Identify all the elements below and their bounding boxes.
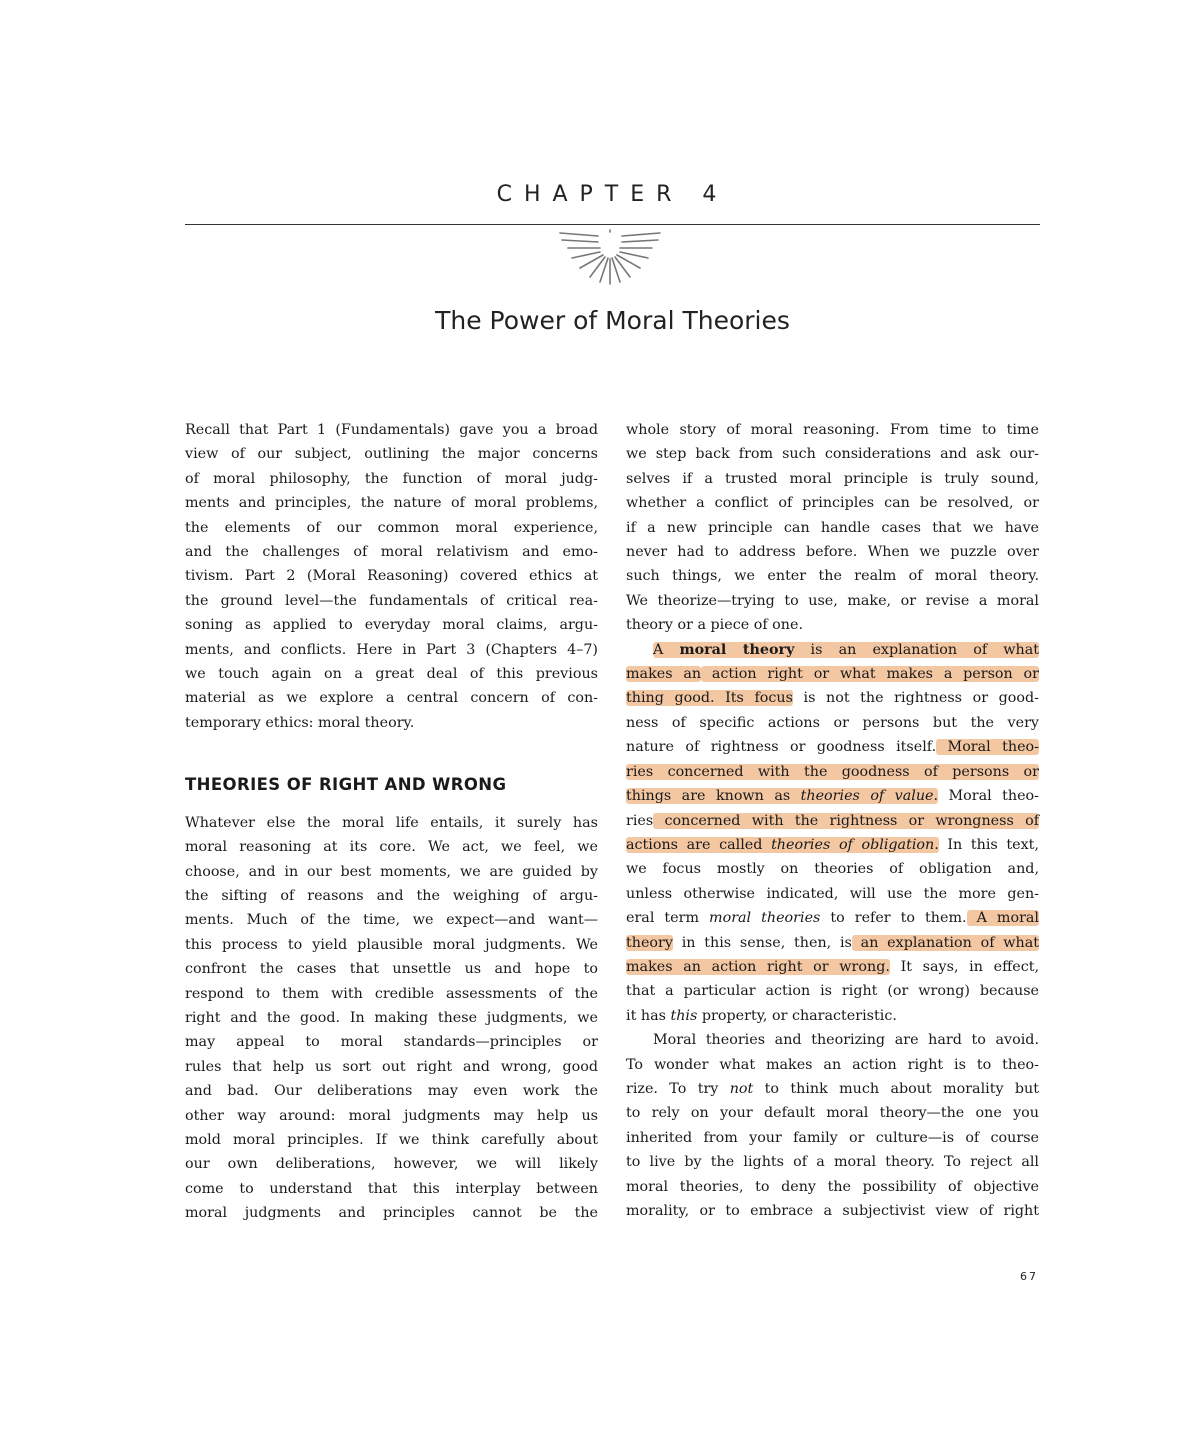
- text-line: confront the cases that unsettle us and hope to: [185, 961, 598, 978]
- term-moral-theories: moral theories: [709, 910, 821, 927]
- continued-paragraph: [626, 418, 1039, 638]
- text-line: things are known as theories of value. Moral theo-: [626, 788, 1039, 805]
- text-line: we focus mostly on theories of obligation and,: [626, 861, 1039, 878]
- text-line: To wonder what makes an action right is to theo-: [626, 1056, 1039, 1073]
- text-line: mold moral principles. If we think carefully about: [185, 1131, 598, 1148]
- highlight: A moral: [966, 910, 1040, 927]
- text-line: [626, 662, 1039, 686]
- text-line: Whatever else the moral life entails, it surely has: [185, 814, 598, 831]
- highlight: things are known as theories of value.: [626, 788, 939, 805]
- term-moral-theory: moral theory: [679, 641, 795, 658]
- term-this: this: [670, 1007, 698, 1024]
- text-line: Recall that Part 1 (Fundamentals) gave you a broad: [185, 422, 598, 438]
- highlight: action right or what makes a person or: [701, 666, 1039, 683]
- term-theories-of-obligation: theories of obligation: [771, 836, 935, 853]
- text-line: moral judgments and principles cannot be the: [185, 1205, 598, 1222]
- chapter-title: The Power of Moral Theories: [435, 306, 790, 335]
- definition-paragraph: [626, 638, 1039, 1029]
- text-line: rize. To try not to think much about morality but: [626, 1080, 1039, 1097]
- text-line: selves if a trusted moral principle is truly sound,: [626, 470, 1039, 487]
- highlight: actions are called theories of obligation.: [626, 836, 939, 853]
- text-line: if a new principle can handle cases that we have: [626, 519, 1039, 536]
- text-line: inherited from your family or culture—is of course: [626, 1129, 1039, 1146]
- chapter-rule: [185, 224, 1040, 225]
- text-line: unless otherwise indicated, will use the more gen-: [626, 885, 1039, 902]
- text-line: tivism. Part 2 (Moral Reasoning) covered ethics at: [185, 568, 598, 585]
- text-line: respond to them with credible assessments of the: [185, 985, 598, 1002]
- text-line: We theorize—trying to use, make, or revise a moral: [626, 592, 1039, 609]
- text-line: and the challenges of moral relativism and emo-: [185, 544, 598, 561]
- section-paragraph: [185, 811, 598, 1226]
- term-not: not: [729, 1080, 754, 1097]
- highlight: makes an action right or wrong.: [626, 958, 890, 975]
- text-line: never had to address before. When we puzzle over: [626, 544, 1039, 561]
- highlight: A moral theory is an explanation of what: [653, 641, 1039, 658]
- text-line: [626, 638, 1039, 662]
- text-line: makes an action right or wrong. It says, in effect,: [626, 958, 1040, 975]
- text-line: other way around: moral judgments may help us: [185, 1107, 598, 1124]
- text-line: moral reasoning at its core. We act, we feel, we: [185, 839, 598, 856]
- text-line: we step back from such considerations and ask our-: [626, 446, 1039, 463]
- text-line: theory or a piece of one.: [626, 617, 803, 634]
- term-theories-of-value: theories of value: [800, 788, 934, 805]
- text-line: it has this property, or characteristic.: [626, 1007, 897, 1024]
- text-line: to live by the lights of a moral theory. To reject all: [626, 1154, 1039, 1171]
- text-line: thing good. Its focus is not the rightness or good-: [626, 690, 1039, 707]
- right-column: [626, 418, 1039, 1223]
- theorizing-paragraph: [626, 1028, 1039, 1223]
- text-line: ments, and conflicts. Here in Part 3 (Chapters 4–7): [185, 641, 598, 658]
- highlight: concerned with the rightness or wrongness of: [653, 812, 1039, 829]
- highlight: thing good. Its focus: [626, 690, 793, 707]
- text-line: material as we explore a central concern of con-: [185, 690, 598, 707]
- text-line: such things, we enter the realm of moral theory.: [626, 568, 1039, 585]
- highlight: an explanation of what: [851, 934, 1039, 951]
- text-line: and bad. Our deliberations may even work the: [185, 1083, 598, 1100]
- text-line: this process to yield plausible moral judgments. We: [185, 936, 598, 953]
- text-line: temporary ethics: moral theory.: [185, 714, 415, 731]
- text-line: Moral theories and theorizing are hard to avoid.: [653, 1032, 1039, 1049]
- text-line: of moral philosophy, the function of moral judg-: [185, 470, 598, 487]
- text-line: come to understand that this interplay between: [185, 1180, 598, 1197]
- text-line: ness of specific actions or persons but the very: [626, 714, 1039, 731]
- text-line: [626, 760, 1039, 784]
- text-line: the elements of our common moral experience,: [185, 519, 598, 536]
- text-line: may appeal to moral standards—principles or: [185, 1034, 598, 1051]
- text-line: the sifting of reasons and the weighing of argu-: [185, 887, 598, 904]
- text-line: to rely on your default moral theory—the one you: [626, 1105, 1039, 1122]
- text-line: choose, and in our best moments, we are guided by: [185, 863, 598, 880]
- highlight: theory: [626, 934, 673, 951]
- text-line: moral theories, to deny the possibility of objective: [626, 1178, 1039, 1195]
- text-line: ries concerned with the rightness or wrongness of: [626, 812, 1039, 829]
- text-line: eral term moral theories to refer to them. A moral: [626, 910, 1040, 927]
- text-line: ments. Much of the time, we expect—and want—: [185, 912, 598, 929]
- text-line: the ground level—the fundamentals of critical rea-: [185, 592, 598, 609]
- text-line: our own deliberations, however, we will likely: [185, 1156, 598, 1173]
- text-line: view of our subject, outlining the major concerns: [185, 446, 598, 463]
- text-line: soning as applied to everyday moral claims, argu-: [185, 617, 598, 634]
- text-line: ments and principles, the nature of moral problems,: [185, 495, 598, 512]
- text-line: that a particular action is right (or wrong) because: [626, 983, 1039, 1000]
- text-line: morality, or to embrace a subjectivist view of right: [626, 1203, 1039, 1219]
- sunburst-ornament-icon: [550, 226, 670, 286]
- highlight: makes an: [626, 666, 702, 683]
- highlight: ries concerned with the goodness of persons or: [626, 763, 1039, 780]
- text-line: we touch again on a great deal of this previous: [185, 666, 598, 683]
- text-line: whole story of moral reasoning. From time to time: [626, 422, 1039, 438]
- text-line: actions are called theories of obligation. In this text,: [626, 836, 1039, 853]
- highlight: Moral theo-: [936, 739, 1039, 756]
- left-column: [185, 418, 598, 1226]
- text-line: rules that help us sort out right and wrong, good: [185, 1058, 598, 1075]
- text-line: right and the good. In making these judgments, we: [185, 1009, 598, 1026]
- chapter-label: CHAPTER 4: [496, 182, 729, 207]
- text-line: theory in this sense, then, is an explanation of what: [626, 934, 1039, 951]
- text-line: whether a conflict of principles can be resolved, or: [626, 495, 1039, 512]
- section-heading: THEORIES OF RIGHT AND WRONG: [185, 775, 507, 795]
- page-number: 67: [1020, 1270, 1038, 1283]
- intro-paragraph: [185, 418, 598, 735]
- text-line: nature of rightness or goodness itself. Moral theo-: [626, 739, 1039, 756]
